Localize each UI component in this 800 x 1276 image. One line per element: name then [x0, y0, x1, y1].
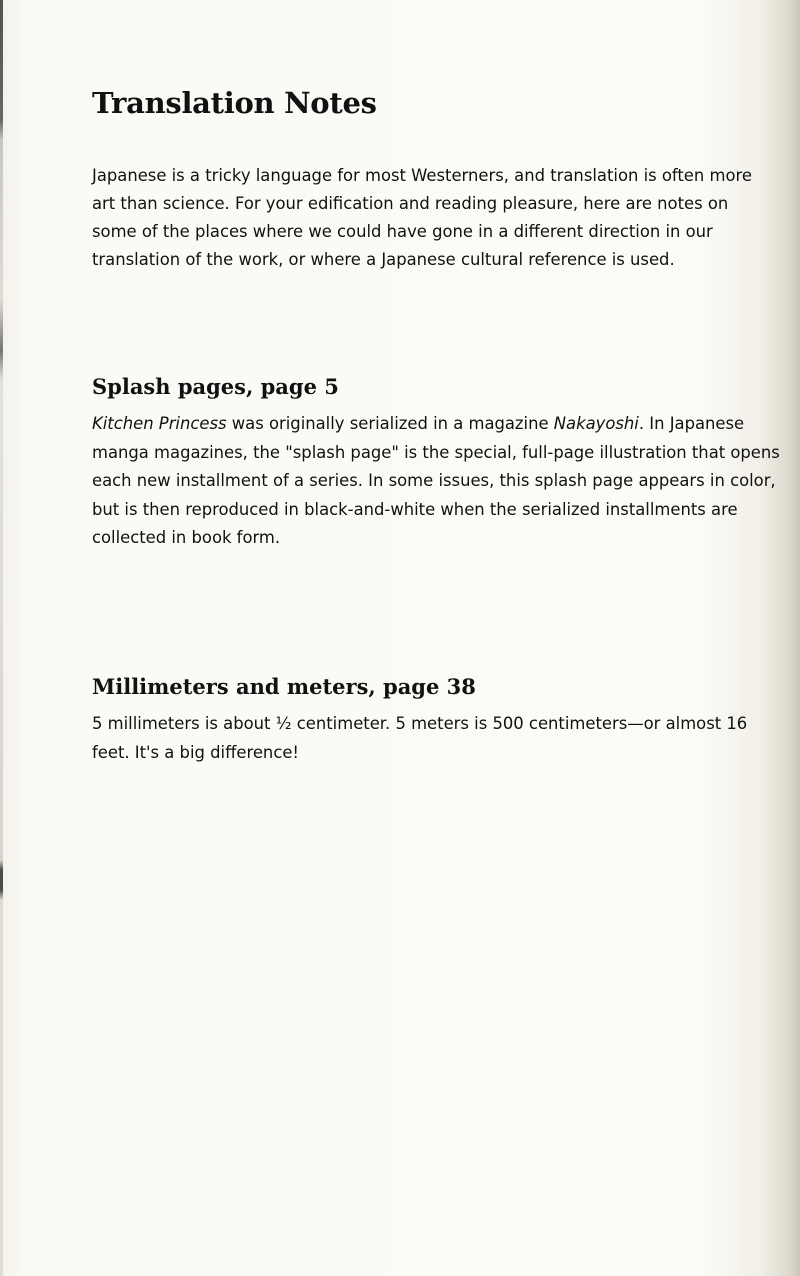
section-heading: Millimeters and meters, page 38: [92, 674, 476, 699]
page-content: [92, 84, 782, 762]
section-body: [92, 410, 782, 553]
intro-paragraph: Japanese is a tricky language for most Westerners, and translation is often more art than science. For your edification and reading pleasure, here are notes on some of the places where we could have gone in a different direction in our translation of the work, or where a Japanese cultural reference is used.: [92, 166, 752, 269]
section-millimeters-meters: [92, 672, 782, 767]
body-text-part: . In Japanese manga magazines, the "splash page" is the special, full-page illustration that opens each new installment of a series. In some issues, this splash page appears in color, but is then reproduced in black-and-white when the serialized installments are collected in book form.: [92, 414, 780, 547]
section-splash-pages: [92, 372, 782, 553]
italic-magazine: Nakayoshi: [553, 414, 639, 433]
section-heading: Splash pages, page 5: [92, 374, 339, 399]
page-title: Translation Notes: [92, 86, 377, 120]
italic-title: Kitchen Princess: [92, 414, 227, 433]
body-text-part: was originally serialized in a magazine: [226, 414, 554, 433]
page-binding-edge: [0, 0, 3, 1276]
section-body: 5 millimeters is about ½ centimeter. 5 meters is 500 centimeters—or almost 16 feet. It's a big difference!: [92, 714, 748, 762]
